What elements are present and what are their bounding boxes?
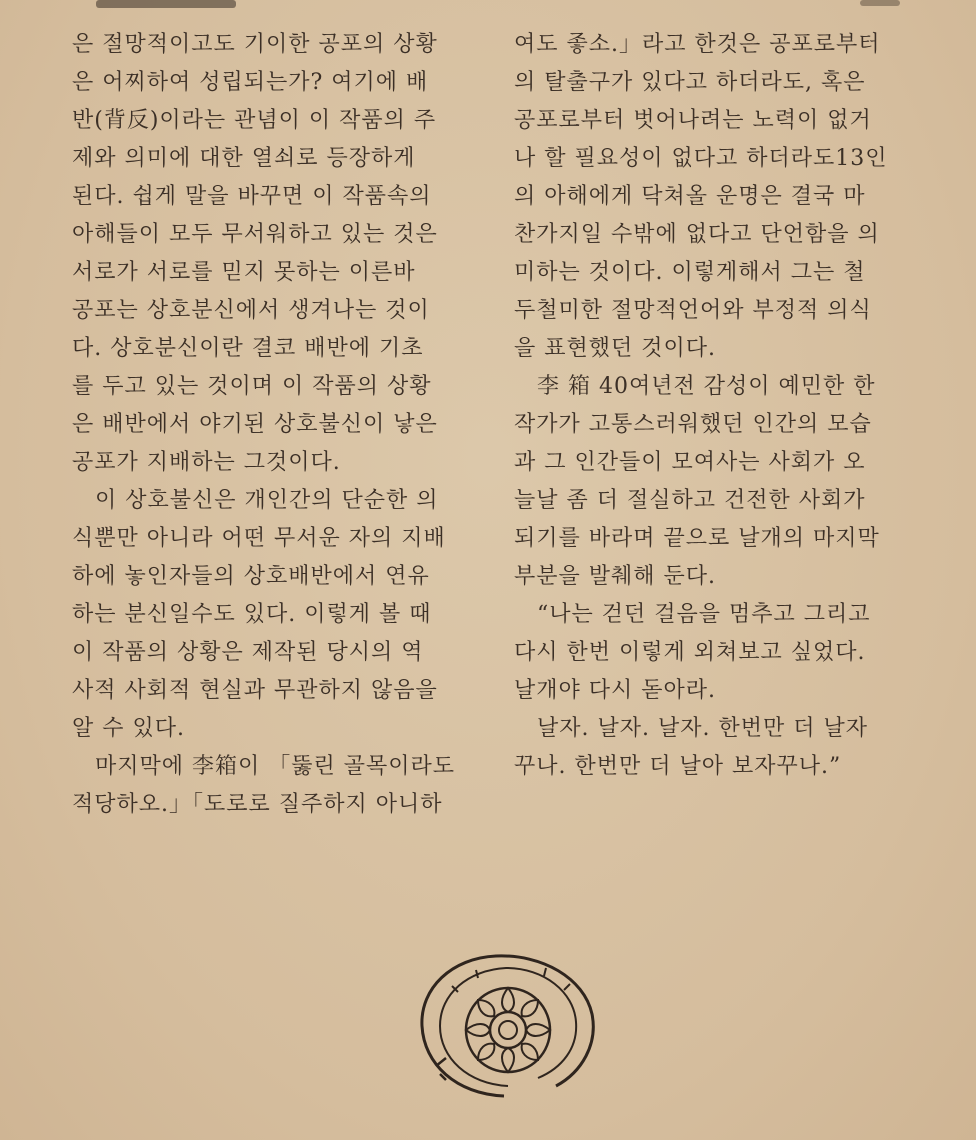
text-line: 부분을 발췌해 둔다. bbox=[514, 564, 716, 589]
text-line: 은 어찌하여 성립되는가? 여기에 배 bbox=[72, 70, 429, 95]
text-line: 된다. 쉽게 말을 바꾸면 이 작품속의 bbox=[72, 184, 432, 209]
cropped-header-fragment bbox=[96, 0, 236, 8]
text-line: 의 아해에게 닥쳐올 운명은 결국 마 bbox=[514, 184, 866, 209]
text-line: 반(背反)이라는 관념이 이 작품의 주 bbox=[72, 108, 437, 133]
left-text-column bbox=[72, 26, 472, 824]
flower-emblem-icon bbox=[416, 948, 602, 1104]
text-line: 은 절망적이고도 기이한 공포의 상황 bbox=[72, 32, 438, 57]
text-line: 를 두고 있는 것이며 이 작품의 상황 bbox=[72, 374, 432, 399]
text-line: 이 작품의 상황은 제작된 당시의 역 bbox=[72, 640, 424, 665]
text-line: 작가가 고통스러워했던 인간의 모습 bbox=[514, 412, 872, 437]
text-line: 적당하오.」「도로로 질주하지 아니하 bbox=[72, 792, 443, 817]
text-line: 李 箱 40여년전 감성이 예민한 한 bbox=[514, 374, 876, 399]
text-line: 공포가 지배하는 그것이다. bbox=[72, 450, 341, 475]
right-text-column bbox=[514, 26, 914, 786]
text-line: 미하는 것이다. 이렇게해서 그는 철 bbox=[514, 260, 866, 285]
text-line: 은 배반에서 야기된 상호불신이 낳은 bbox=[72, 412, 438, 437]
text-line: 공포는 상호분신에서 생겨나는 것이 bbox=[72, 298, 430, 323]
cropped-header-fragment-right bbox=[860, 0, 900, 6]
text-line: 꾸나. 한번만 더 날아 보자꾸나.” bbox=[514, 754, 842, 779]
text-line: 하에 놓인자들의 상호배반에서 연유 bbox=[72, 564, 430, 589]
text-line: 늘날 좀 더 절실하고 건전한 사회가 bbox=[514, 488, 866, 513]
text-line: 되기를 바라며 끝으로 날개의 마지막 bbox=[514, 526, 880, 551]
text-line: 을 표현했던 것이다. bbox=[514, 336, 716, 361]
text-line: 나 할 필요성이 없다고 하더라도13인 bbox=[514, 146, 888, 171]
text-line: 의 탈출구가 있다고 하더라도, 혹은 bbox=[514, 70, 866, 95]
text-line: 이 상호불신은 개인간의 단순한 의 bbox=[72, 488, 439, 513]
text-line: 두철미한 절망적언어와 부정적 의식 bbox=[514, 298, 872, 323]
text-line: 사적 사회적 현실과 무관하지 않음을 bbox=[72, 678, 438, 703]
text-line: 서로가 서로를 믿지 못하는 이른바 bbox=[72, 260, 416, 285]
text-line: 하는 분신일수도 있다. 이렇게 볼 때 bbox=[72, 602, 432, 627]
text-line: 아해들이 모두 무서워하고 있는 것은 bbox=[72, 222, 438, 247]
text-line: 알 수 있다. bbox=[72, 716, 185, 741]
text-line: 공포로부터 벗어나려는 노력이 없거 bbox=[514, 108, 872, 133]
text-line: 다. 상호분신이란 결코 배반에 기초 bbox=[72, 336, 424, 361]
text-line: 다시 한번 이렇게 외쳐보고 싶었다. bbox=[514, 640, 866, 665]
text-line: 식뿐만 아니라 어떤 무서운 자의 지배 bbox=[72, 526, 446, 551]
text-line: 날자. 날자. 날자. 한번만 더 날자 bbox=[514, 716, 868, 741]
text-line: “나는 걷던 걸음을 멈추고 그리고 bbox=[514, 602, 871, 627]
text-line: 과 그 인간들이 모여사는 사회가 오 bbox=[514, 450, 866, 475]
text-line: 찬가지일 수밖에 없다고 단언함을 의 bbox=[514, 222, 880, 247]
text-line: 마지막에 李箱이 「뚫린 골목이라도 bbox=[72, 754, 456, 779]
text-line: 제와 의미에 대한 열쇠로 등장하게 bbox=[72, 146, 416, 171]
text-line: 날개야 다시 돋아라. bbox=[514, 678, 716, 703]
text-line: 여도 좋소.」라고 한것은 공포로부터 bbox=[514, 32, 881, 57]
